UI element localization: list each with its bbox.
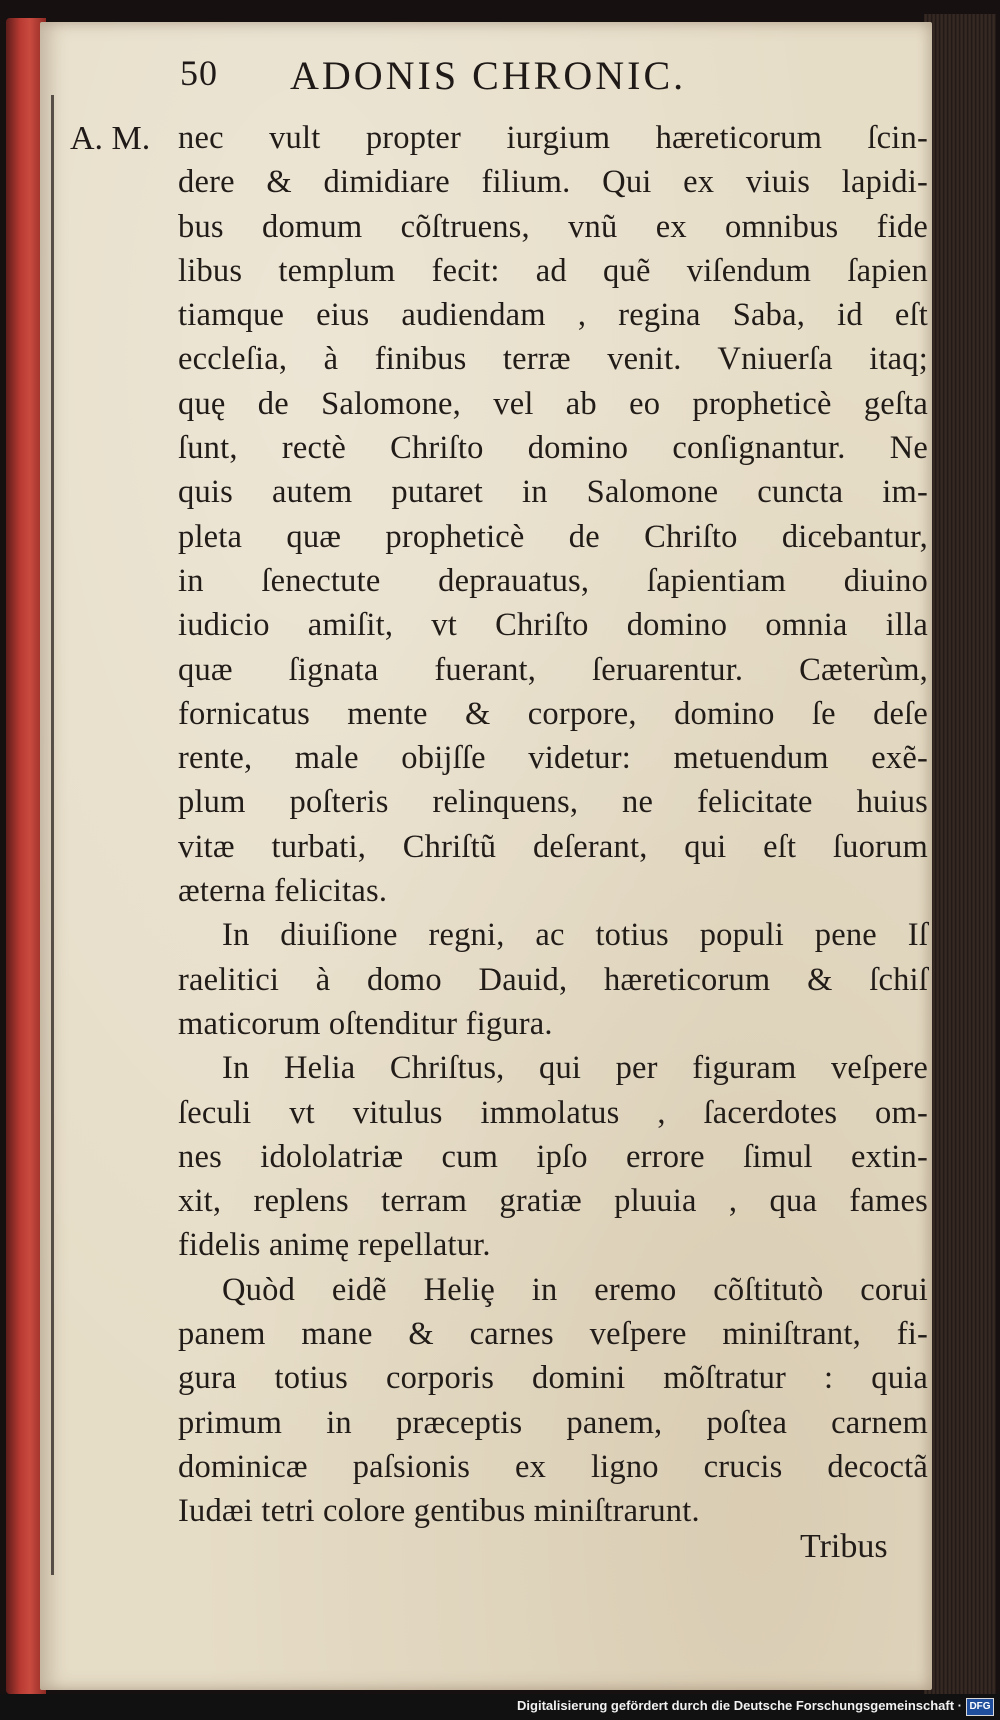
text-line: pleta quæ propheticè de Chriſto dicebantur,	[178, 518, 928, 555]
text-line: eccleſia, à finibus terræ venit. Vniuerſa itaq;	[178, 341, 928, 378]
text-line: quę de Salomone, vel ab eo propheticè geſta	[178, 385, 928, 422]
text-line: tiamque eius audiendam , regina Saba, id eſt	[178, 297, 928, 334]
text-line: plum poſteris relinquens, ne felicitate huius	[178, 784, 928, 821]
text-line: gura totius corporis domini mõſtratur : quia	[178, 1360, 928, 1397]
text-line: nec vult propter iurgium hæreticorum ſcin-	[178, 120, 928, 156]
page-number: 50	[180, 53, 218, 93]
text-line: rente, male obijſſe videtur: metuendum exẽ-	[178, 740, 928, 777]
text-line: maticorum oſtenditur figura.	[178, 1005, 553, 1042]
text-line: vitæ turbati, Chriſtũ deſerant, qui eſt ſuorum	[178, 828, 928, 865]
running-head: ADONIS CHRONIC.	[290, 53, 687, 98]
text-line: Iudæi tetri colore gentibus miniſtrarunt.	[178, 1493, 700, 1530]
text-line: nes idololatriæ cum ipſo errore ſimul extin-	[178, 1138, 928, 1175]
text-line: æterna felicitas.	[178, 873, 388, 910]
footer-credit: Digitalisierung gefördert durch die Deutsche Forschungsgemeinschaft ·	[517, 1698, 962, 1713]
margin-rule	[51, 95, 54, 1575]
text-line: fornicatus mente & corpore, domino ſe deſe	[178, 695, 928, 732]
text-line: ſeculi vt vitulus immolatus , ſacerdotes om-	[178, 1094, 928, 1131]
digitization-footer	[0, 1694, 1000, 1720]
text-line: fidelis animę repellatur.	[178, 1227, 491, 1264]
text-line: quis autem putaret in Salomone cuncta im-	[178, 474, 928, 511]
text-line: ſunt, rectè Chriſto domino conſignantur. Ne	[178, 430, 928, 467]
text-line: dere & dimidiare filium. Qui ex viuis lapidi-	[178, 164, 928, 201]
text-line: libus templum fecit: ad quẽ viſendum ſapien	[178, 252, 928, 289]
margin-note: A. M.	[70, 120, 151, 157]
page-header	[180, 52, 880, 112]
text-line: Quòd eidẽ Heliȩ in eremo cõſtitutò corui	[222, 1271, 928, 1308]
text-line: iudicio amiſit, vt Chriſto domino omnia illa	[178, 607, 928, 644]
text-line: dominicæ paſsionis ex ligno crucis decoctã	[178, 1448, 928, 1485]
catchword: Tribus	[800, 1528, 888, 1565]
text-line: primum in præceptis panem, poſtea carnem	[178, 1404, 928, 1441]
text-line: quæ ſignata fuerant, ſeruarentur. Cæterùm,	[178, 651, 928, 688]
text-line: bus domum cõſtruens, vnũ ex omnibus fide	[178, 208, 928, 245]
text-line: In diuiſione regni, ac totius populi pene Iſ	[222, 917, 928, 954]
text-line: xit, replens terram gratiæ pluuia , qua fames	[178, 1183, 928, 1220]
body-text	[178, 116, 928, 1534]
page-stack-edge	[924, 14, 996, 1694]
text-line: panem mane & carnes veſpere miniſtrant, fi-	[178, 1316, 928, 1353]
text-line: In Helia Chriſtus, qui per figuram veſpere	[222, 1050, 928, 1087]
dfg-logo-icon: DFG	[966, 1698, 994, 1716]
text-line: in ſenectute deprauatus, ſapientiam diuino	[178, 562, 928, 599]
text-line: raelitici à domo Dauid, hæreticorum & ſchiſ	[178, 961, 928, 998]
